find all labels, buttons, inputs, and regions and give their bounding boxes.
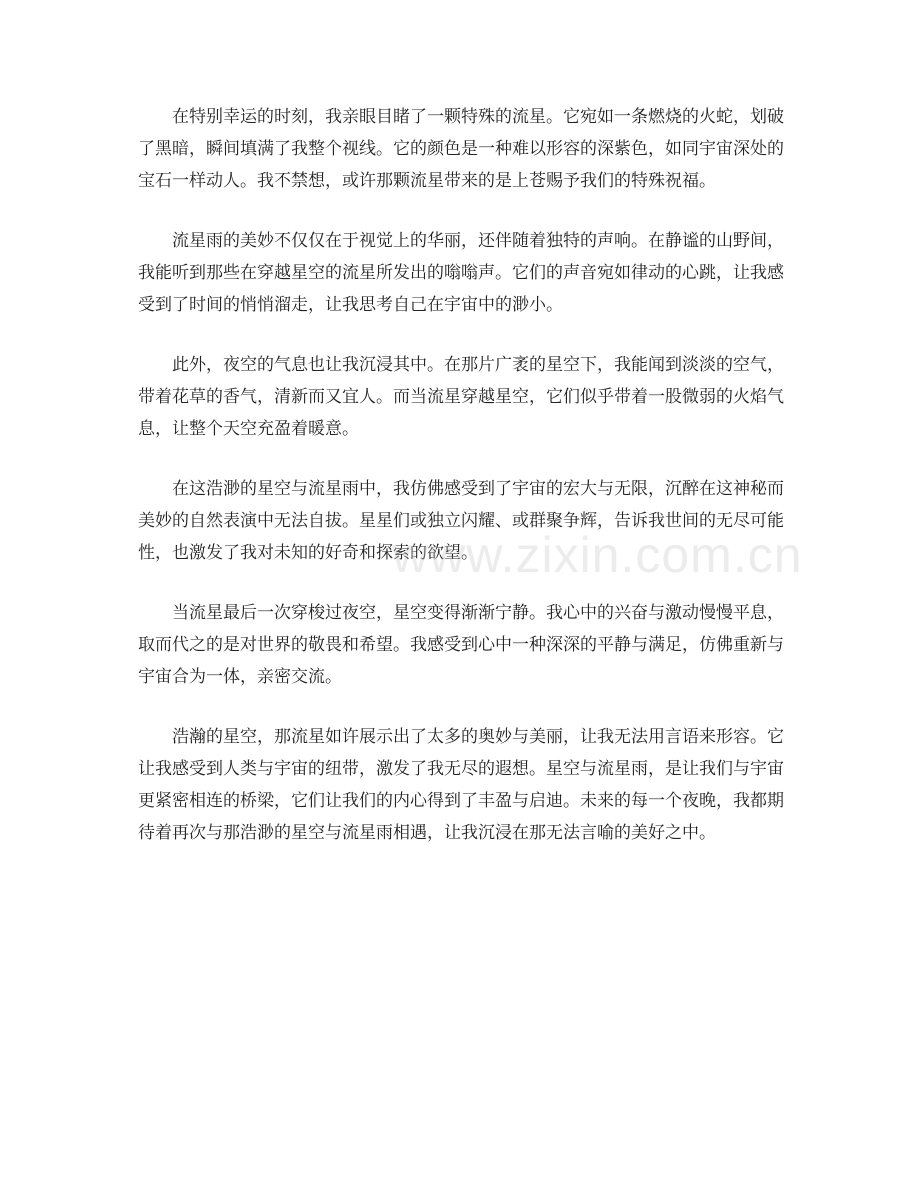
paragraph-5: 当流星最后一次穿梭过夜空，星空变得渐渐宁静。我心中的兴奋与激动慢慢平息，取而代之的是对世界的敬畏和希望。我感受到心中一种深深的平静与满足，仿佛重新与宇宙合为一体，亲密交流。 xyxy=(138,603,784,687)
paragraph-4: 在这浩渺的星空与流星雨中，我仿佛感受到了宇宙的宏大与无限，沉醉在这神秘而美妙的自然表演中无法自拔。星星们或独立闪耀、或群聚争辉，告诉我世间的无尽可能性，也激发了我对未知的好奇和探索的欲望。 xyxy=(138,479,784,563)
paragraph-1: 在特别幸运的时刻，我亲眼目睹了一颗特殊的流星。它宛如一条燃烧的火蛇，划破了黑暗，瞬间填满了我整个视线。它的颜色是一种难以形容的深紫色，如同宇宙深处的宝石一样动人。我不禁想，或许那颗流星带来的是上苍赐予我们的特殊祝福。 xyxy=(138,107,784,191)
watermark: www.zixin.com.cn xyxy=(392,527,803,583)
paragraph-6: 浩瀚的星空，那流星如许展示出了太多的奥妙与美丽，让我无法用言语来形容。它让我感受到人类与宇宙的纽带，激发了我无尽的遐想。星空与流星雨，是让我们与宇宙更紧密相连的桥梁，它们让我们的内心得到了丰盈与启迪。未来的每一个夜晚，我都期待着再次与那浩渺的星空与流星雨相遇，让我沉浸在那无法言喻的美好之中。 xyxy=(138,727,784,843)
paragraph-2: 流星雨的美妙不仅仅在于视觉上的华丽，还伴随着独特的声响。在静谧的山野间，我能听到那些在穿越星空的流星所发出的嗡嗡声。它们的声音宛如律动的心跳，让我感受到了时间的悄悄溜走，让我思考自己在宇宙中的渺小。 xyxy=(138,231,784,315)
document-body xyxy=(138,101,784,877)
paragraph-3: 此外，夜空的气息也让我沉浸其中。在那片广袤的星空下，我能闻到淡淡的空气，带着花草的香气，清新而又宜人。而当流星穿越星空，它们似乎带着一股微弱的火焰气息，让整个天空充盈着暖意。 xyxy=(138,355,784,439)
